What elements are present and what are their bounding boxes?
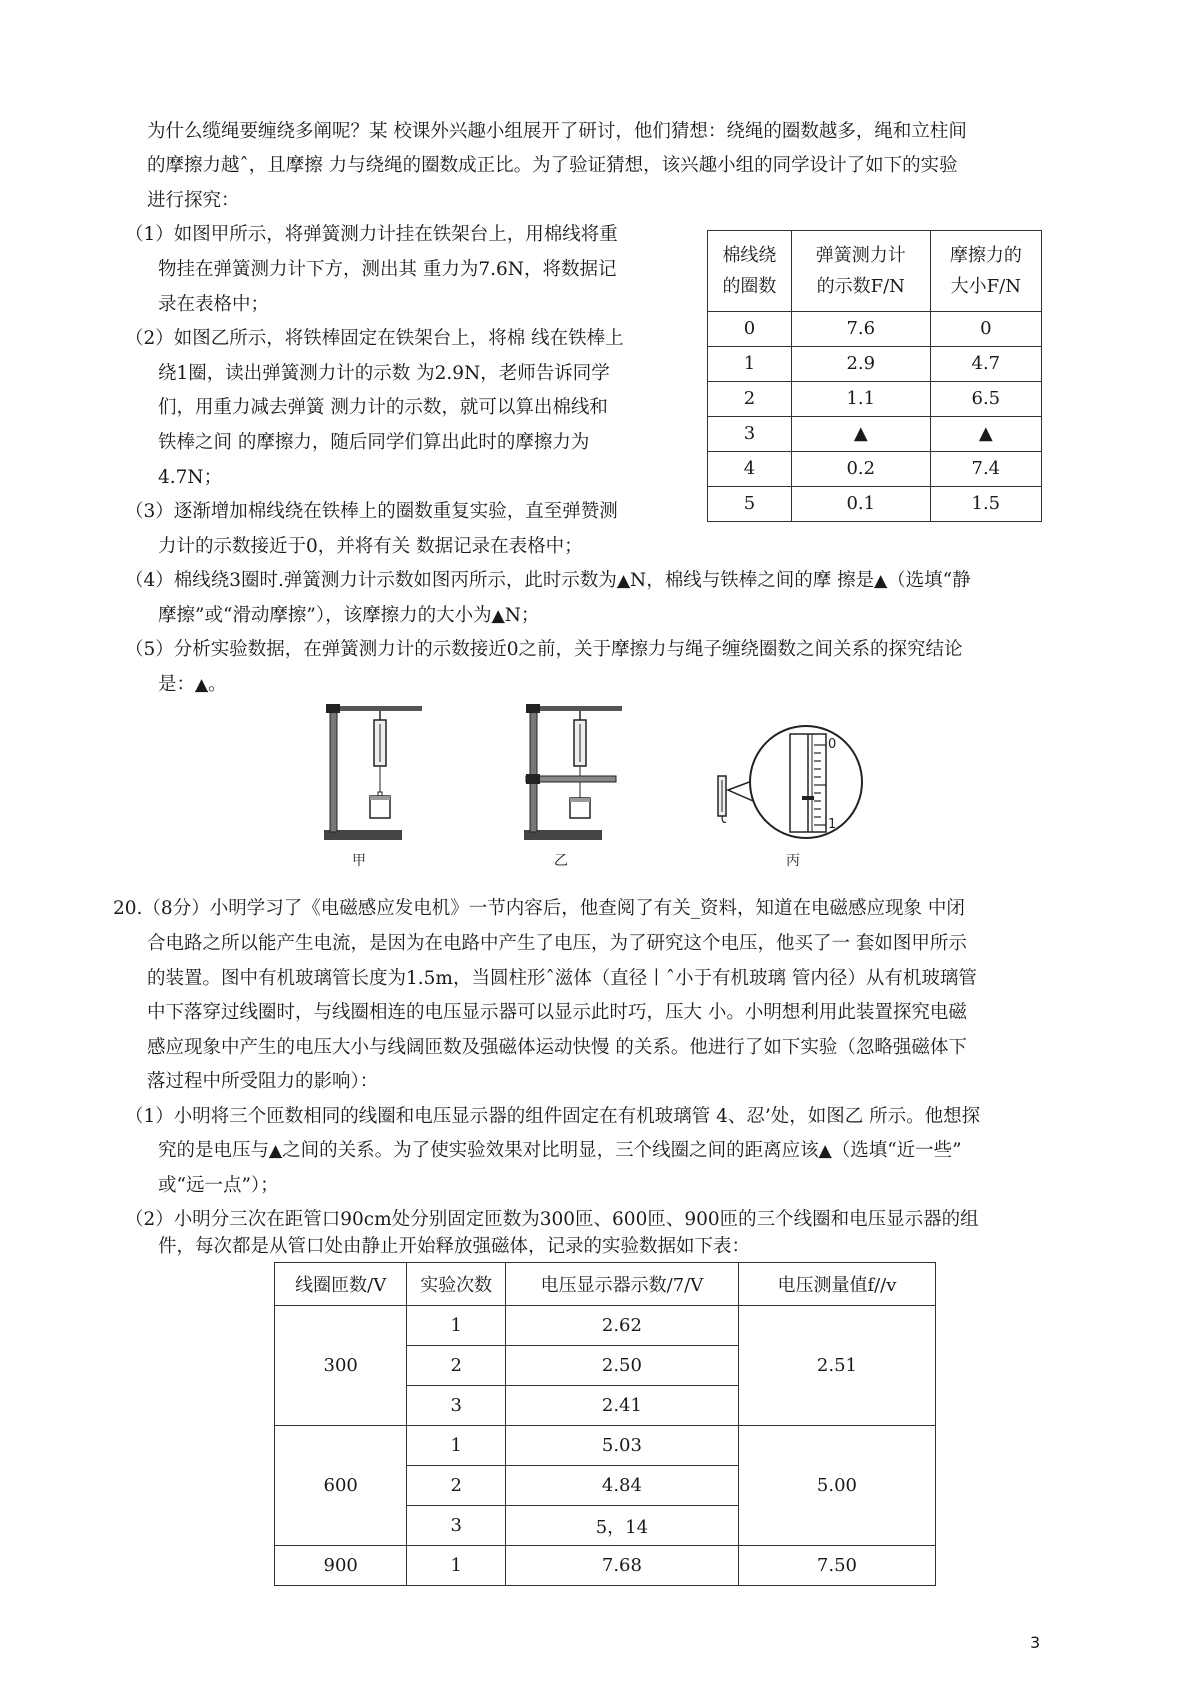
table2-header-measured: 电压测量值f//v [738,1263,935,1306]
figure-yi-label: 乙 [554,853,568,869]
step-5-line-2: 是：▲。 [158,674,227,695]
table-row: 5 0.1 1.5 [708,487,1042,522]
answer-blank: ▲ [818,1141,832,1161]
answer-blank: ▲ [874,571,888,591]
figure-bing-label: 丙 [786,853,800,869]
step-2-line-5: 4.7N； [158,467,223,488]
q20-part-1-line-2: 究的是电压与▲之间的关系。为了使实验效果对比明显，三个线圈之间的距离应该▲（选填“近一些” [158,1140,962,1161]
answer-blank: ▲ [195,675,209,695]
page-number: 3 [1030,1633,1041,1652]
step-1-line-1: （1）如图甲所示，将弹簧测力计挂在铁架台上，用棉线将重 [125,224,618,245]
q20-line-2: 合电路之所以能产生电流，是因为在电路中产生了电压，为了研究这个电压，他买了一 套如图甲所示 [147,933,967,954]
table-row: 1 2.9 4.7 [708,347,1042,382]
table-row: 2 2.50 [275,1346,936,1386]
answer-blank: ▲ [269,1141,283,1161]
step-5-line-1: （5）分析实验数据，在弹簧测力计的示数接近0之前，关于摩擦力与绳子缠绕圈数之间关系的探究结论 [125,639,963,660]
table-row: 3 2.41 [275,1386,936,1426]
table2-header-readings: 电压显示器示数/7/V [505,1263,738,1306]
step-2-line-1: （2）如图乙所示，将铁棒固定在铁架台上，将棉 线在铁棒上 [125,328,624,349]
step-4-line-2: 摩擦”或“滑动摩擦”），该摩擦力的大小为▲N； [158,605,540,626]
table-row: 600 1 5.03 5.00 [275,1426,936,1466]
step-2-line-3: 们，用重力减去弹簧 测力计的示数，就可以算出棉线和 [158,397,608,418]
q20-line-5: 感应现象中产生的电压大小与线阔匝数及强磁体运动快慢 的关系。他进行了如下实验（忽略强磁体下 [147,1037,967,1058]
answer-blank: ▲ [616,571,631,591]
step-3-line-2: 力计的示数接近于0，并将有关 数据记录在表格中； [158,536,583,557]
figure-yi-apparatus [518,700,628,845]
table2-header-trials: 实验次数 [407,1263,506,1306]
q20-line-3: 的装置。图中有机玻璃管长度为1.5m，当圆柱形ˆ滋体（直径丨ˆ小于有机玻璃 管内径）从有机玻璃管 [147,968,977,989]
intro-line-1: 为什么缆绳要缠绕多阐呢？某 校课外兴趣小组展开了研讨，他们猜想：绕绳的圈数越多，绳和立柱间 [147,121,967,142]
voltage-data-table [274,1262,936,1586]
q20-line-6: 落过程中所受阻力的影响）： [147,1071,379,1092]
table2-header-coils: 线圈匝数/V [275,1263,407,1306]
scale-label-1: 1 [828,817,837,832]
answer-blank: ▲ [491,606,505,626]
step-2-line-4: 铁棒之间 的摩擦力，随后同学们算出此时的摩擦力为 [158,432,590,453]
scale-label-0: 0 [828,737,837,752]
table-row: 2 4.84 [275,1466,936,1506]
q20-part-1-line-3: 或“远一点”）； [158,1175,279,1196]
table-row: 3 5，14 [275,1506,936,1546]
intro-line-2: 的摩擦力越ˆ，且摩擦 力与绕绳的圈数成正比。为了验证猜想，该兴趣小组的同学设计了如下的实验 [147,155,958,176]
figure-bing-magnified-scale [700,700,870,845]
table-row: 0 7.6 0 [708,312,1042,347]
q20-line-4: 中下落穿过线圈时，与线圈相连的电压显示器可以显示此时巧，压大 小。小明想利用此装置探究电磁 [147,1002,967,1023]
friction-data-table [707,230,1042,522]
q20-line-1: 20.（8分）小明学习了《电磁感应发电机》一节内容后，他查阅了有关_资料，知道在电磁感应现象 中闭 [113,898,965,919]
table-row: 3 ▲ ▲ [708,417,1042,452]
q20-part-1-line-1: （1）小明将三个匝数相同的线圈和电压显示器的组件固定在有机玻璃管 4、忍’处，如图乙 所示。他想探 [125,1106,981,1127]
table1-header-reading: 弹簧测力计 的示数F/N [791,231,930,312]
table1-header-turns: 棉线绕 的圈数 [708,231,792,312]
step-2-line-2: 绕1圈，读出弹簧测力计的示数 为2.9N，老师告诉同学 [158,363,610,384]
step-1-line-3: 录在表格中； [158,294,270,315]
q20-part-2-line-2: 件，每次都是从管口处由静止开始释放强磁体，记录的实验数据如下表： [158,1236,751,1257]
table-row: 4 0.2 7.4 [708,452,1042,487]
figure-jia-apparatus [318,700,428,845]
figure-jia-label: 甲 [352,853,366,869]
step-3-line-1: （3）逐渐增加棉线绕在铁棒上的圈数重复实验，直至弹赞测 [125,501,618,522]
step-4-line-1: （4）棉线绕3圈时.弹簧测力计示数如图丙所示，此时示数为▲N，棉线与铁棒之间的摩 擦是▲（选填“静 [125,570,971,591]
intro-line-3: 进行探究： [147,190,240,211]
q20-part-2-line-1: （2）小明分三次在距管口90cm处分别固定匝数为300匝、600匝、900匝的三个线圈和电压显示器的组 [125,1209,979,1230]
table1-header-friction: 摩擦力的 大小F/N [930,231,1041,312]
step-1-line-2: 物挂在弹簧测力计下方，测出其 重力为7.6N，将数据记 [158,259,617,280]
table-row: 2 1.1 6.5 [708,382,1042,417]
table-row: 900 1 7.68 7.50 [275,1546,936,1586]
table-row: 300 1 2.62 2.51 [275,1306,936,1346]
